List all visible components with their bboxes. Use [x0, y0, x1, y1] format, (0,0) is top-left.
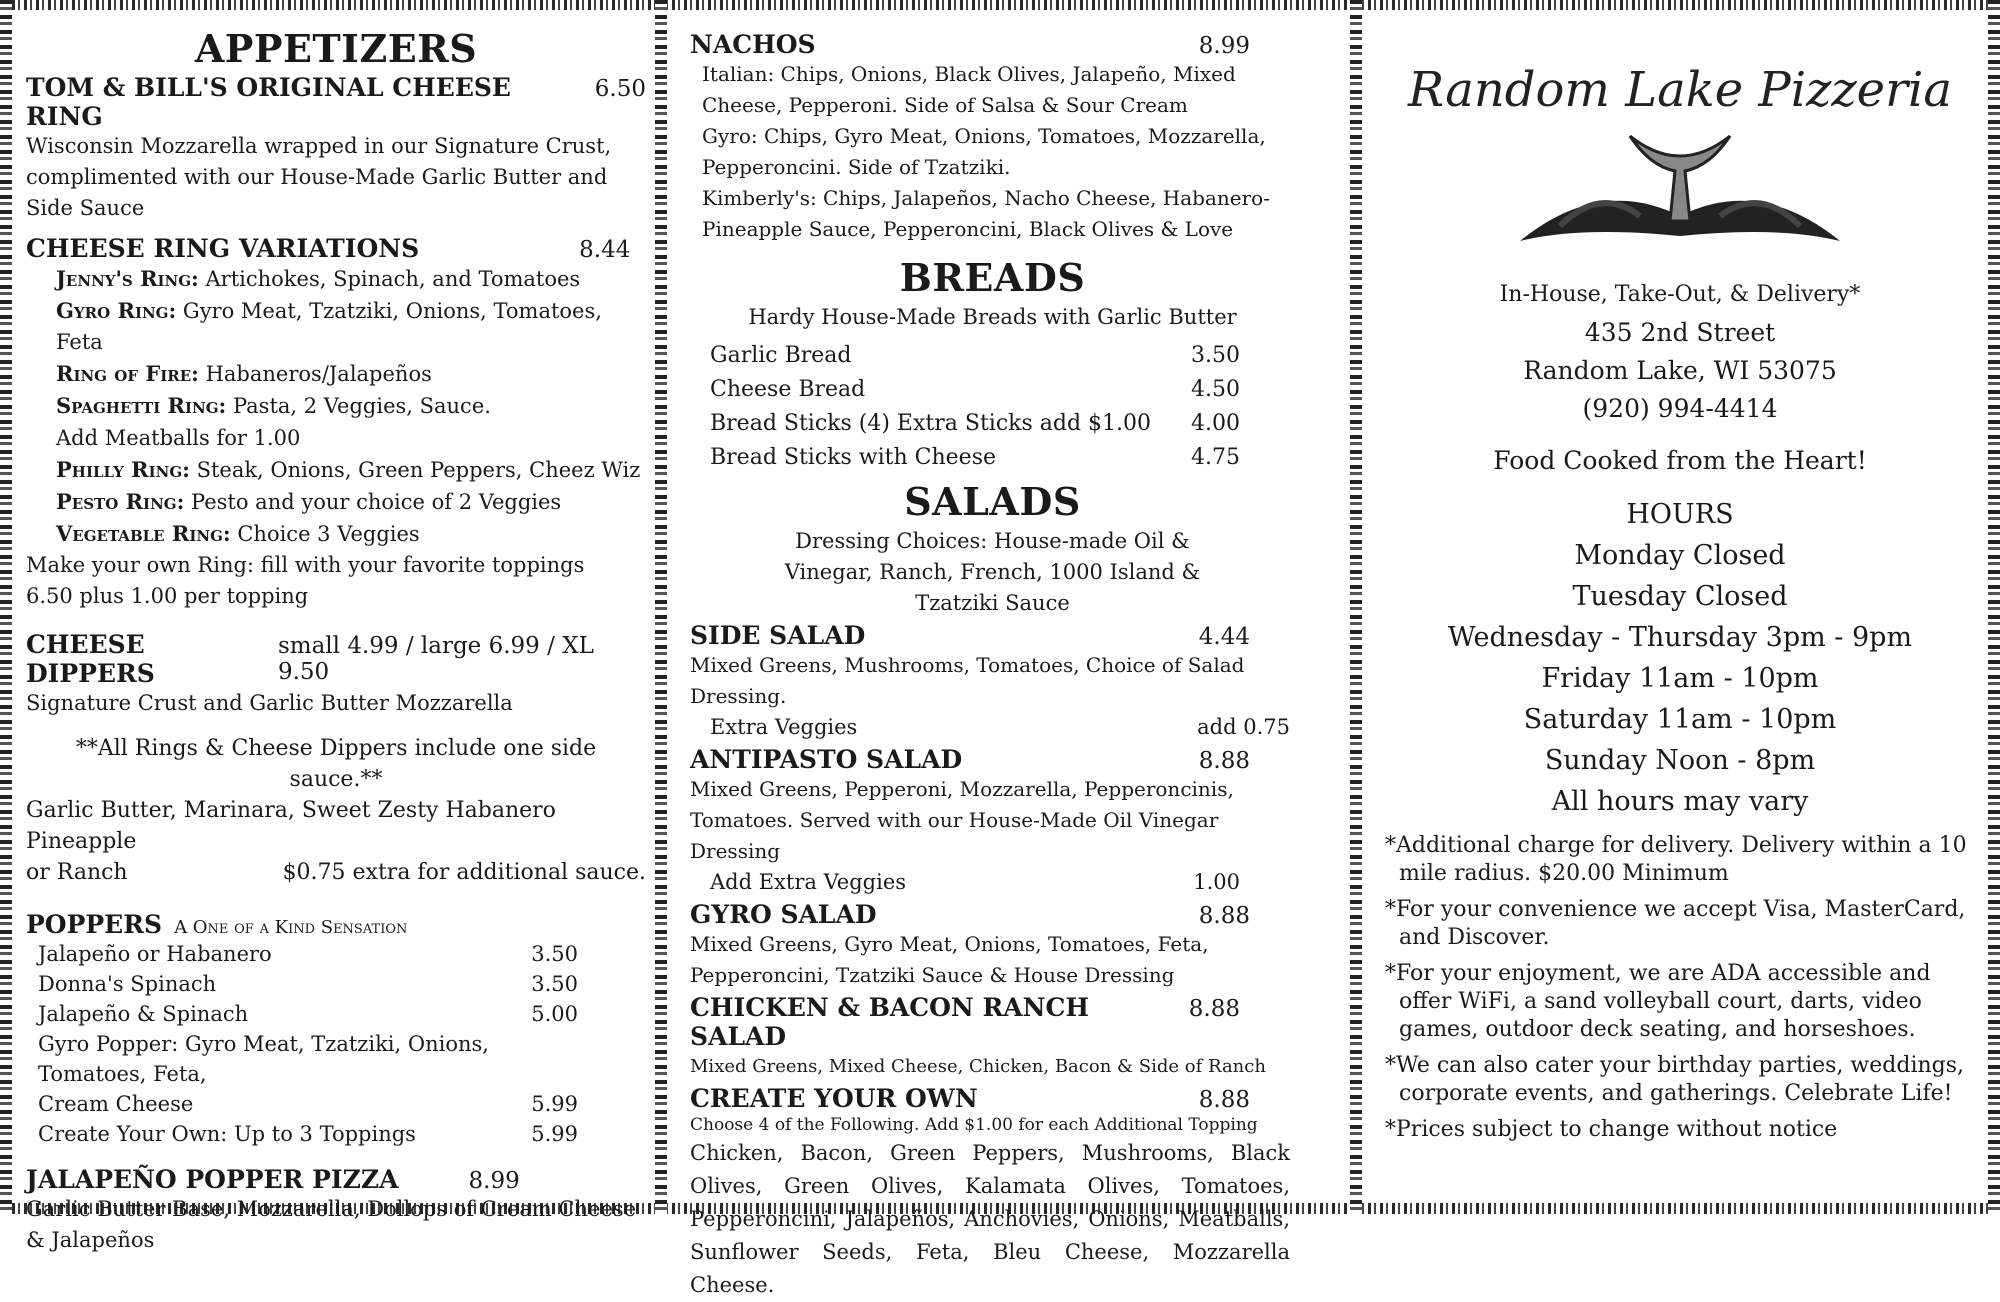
nachos-list	[690, 59, 1295, 245]
bread-name: Bread Sticks with Cheese	[710, 445, 996, 470]
hours-line: Sunday Noon - 8pm	[1544, 745, 1816, 776]
variation-item	[56, 390, 646, 422]
variation-desc: Steak, Onions, Green Peppers, Cheez Wiz	[196, 458, 641, 482]
popper-name: Jalapeño or Habanero	[38, 942, 272, 966]
variation-desc: Pasta, 2 Veggies, Sauce.	[232, 394, 491, 418]
nacho-item: Kimberly's: Chips, Jalapeños, Nacho Cheese, Habanero-Pineapple Sauce, Pepperoncini, Black Olives & Love	[702, 186, 1270, 241]
popper-name: Cream Cheese	[38, 1092, 194, 1116]
divider-1	[655, 0, 667, 1214]
bread-price: 4.00	[1191, 411, 1240, 436]
chicken-salad-heading: CHICKEN & BACON RANCH SALAD 8.88	[690, 993, 1240, 1051]
slogan: Food Cooked from the Heart!	[1493, 446, 1867, 475]
hours-list	[1385, 535, 1975, 822]
variation-name: Jenny's Ring:	[56, 266, 199, 291]
side-salad-extra: Extra Veggies add 0.75	[710, 715, 1290, 739]
antipasto-extra: Add Extra Veggies 1.00	[710, 870, 1240, 894]
side-salad-heading: SIDE SALAD 4.44	[690, 621, 1250, 650]
breads-subtitle: Hardy House-Made Breads with Garlic Butter	[748, 305, 1237, 329]
variation-name: Pesto Ring:	[56, 489, 185, 514]
popper-item	[38, 999, 578, 1029]
variation-desc: Artichokes, Spinach, and Tomatoes	[205, 267, 581, 291]
popper-price: 5.00	[531, 1002, 578, 1026]
side-salad-desc: Mixed Greens, Mushrooms, Tomatoes, Choice of Salad Dressing.	[690, 653, 1245, 708]
make-own-ring: Make your own Ring: fill with your favorite toppings	[26, 553, 585, 577]
bread-item	[710, 373, 1240, 407]
bread-item	[710, 441, 1240, 475]
variation-name: Philly Ring:	[56, 457, 190, 482]
phone: (920) 994-4414	[1582, 394, 1778, 423]
popper-price: 5.99	[531, 1092, 578, 1116]
nacho-item: Italian: Chips, Onions, Black Olives, Jalapeño, Mixed Cheese, Pepperoni. Side of Salsa & Sour Cream	[702, 62, 1236, 117]
appetizers-column	[26, 26, 646, 1256]
bread-price: 4.75	[1191, 445, 1240, 470]
nacho-item: Gyro: Chips, Gyro Meat, Onions, Tomatoes, Mozzarella, Pepperoncini. Side of Tzatziki.	[702, 124, 1266, 179]
breads-title: BREADS	[899, 255, 1086, 300]
hours-line: Friday 11am - 10pm	[1541, 663, 1819, 694]
create-salad-heading: CREATE YOUR OWN 8.88	[690, 1084, 1250, 1113]
hours-line: Monday Closed	[1574, 540, 1786, 571]
service: In-House, Take-Out, & Delivery*	[1499, 282, 1861, 307]
cheese-ring-desc: Wisconsin Mozzarella wrapped in our Signature Crust, complimented with our House-Made Garlic Butter and Side Sauce	[26, 134, 612, 220]
popper-item	[38, 1029, 578, 1089]
variation-name: Vegetable Ring:	[56, 521, 231, 546]
create-salad-desc: Choose 4 of the Following. Add $1.00 for each Additional Topping	[690, 1115, 1258, 1135]
hours-line: Saturday 11am - 10pm	[1523, 704, 1837, 735]
variation-desc: Add Meatballs for 1.00	[56, 426, 301, 450]
poppers-list	[26, 939, 578, 1149]
popper-price: 5.99	[531, 1122, 578, 1146]
popper-price: 3.50	[531, 972, 578, 996]
note-item: *We can also cater your birthday parties, weddings, corporate events, and gatherings. Celebrate Life!	[1385, 1053, 1965, 1106]
popper-name: Donna's Spinach	[38, 972, 217, 996]
variation-desc: Gyro Meat, Tzatziki, Onions, Tomatoes, Feta	[56, 299, 602, 354]
bread-price: 3.50	[1191, 343, 1240, 368]
sauces-extra: or Ranch $0.75 extra for additional sauce.	[26, 860, 646, 885]
variation-name: Spaghetti Ring:	[56, 393, 227, 418]
antipasto-desc: Mixed Greens, Pepperoni, Mozzarella, Pepperoncinis, Tomatoes. Served with our House-Made Oil Vinegar Dressing	[690, 777, 1234, 863]
chicken-salad-desc: Mixed Greens, Mixed Cheese, Chicken, Bacon & Side of Ranch	[690, 1056, 1266, 1077]
top-border	[0, 0, 2000, 10]
popper-pizza-heading: JALAPEÑO POPPER PIZZA 8.99	[26, 1165, 520, 1194]
right-border	[1988, 0, 2000, 1214]
gyro-salad-desc: Mixed Greens, Gyro Meat, Onions, Tomatoes, Feta, Pepperoncini, Tzatziki Sauce & House Dressing	[690, 932, 1209, 987]
left-border	[0, 0, 12, 1214]
popper-price: 3.50	[531, 942, 578, 966]
popper-name: Gyro Popper: Gyro Meat, Tzatziki, Onions, Tomatoes, Feta,	[38, 1032, 489, 1086]
variation-item	[56, 295, 646, 358]
dressing-choices: Dressing Choices: House-made Oil & Vinegar, Ranch, French, 1000 Island & Tzatziki Sauce	[784, 529, 1201, 615]
variation-item	[56, 486, 646, 518]
cheese-ring-heading: TOM & BILL'S ORIGINAL CHEESE RING 6.50	[26, 73, 646, 131]
street: 435 2nd Street	[1584, 318, 1776, 347]
variation-item	[56, 518, 646, 550]
sauce-note: **All Rings & Cheese Dippers include one side sauce.**	[75, 736, 597, 792]
variation-desc: Pesto and your choice of 2 Veggies	[191, 490, 562, 514]
variation-desc: Habaneros/Jalapeños	[205, 362, 432, 386]
info-column	[1385, 26, 1975, 1152]
nachos-heading: NACHOS 8.99	[690, 30, 1250, 59]
popper-item	[38, 969, 578, 999]
variations-heading: CHEESE RING VARIATIONS 8.44	[26, 234, 631, 263]
note-item: *Additional charge for delivery. Delivery within a 10 mile radius. $20.00 Minimum	[1385, 833, 1967, 886]
hours-line: Tuesday Closed	[1572, 581, 1788, 612]
bread-item	[710, 407, 1240, 441]
appetizers-title: APPETIZERS	[194, 26, 478, 71]
popper-item	[38, 1119, 578, 1149]
variation-item	[56, 263, 646, 295]
variations-list	[26, 263, 646, 550]
salads-list	[690, 621, 1290, 1302]
dippers-desc: Signature Crust and Garlic Butter Mozzarella	[26, 691, 513, 715]
popper-item	[38, 939, 578, 969]
gyro-salad-heading: GYRO SALAD 8.88	[690, 900, 1250, 929]
sauces: Garlic Butter, Marinara, Sweet Zesty Habanero Pineapple	[26, 798, 556, 854]
variation-desc: Choice 3 Veggies	[237, 522, 420, 546]
bread-name: Cheese Bread	[710, 377, 866, 402]
hours-title: HOURS	[1626, 499, 1734, 530]
antipasto-heading: ANTIPASTO SALAD 8.88	[690, 745, 1250, 774]
variation-item	[56, 358, 646, 390]
bread-price: 4.50	[1191, 377, 1240, 402]
variation-name: Gyro Ring:	[56, 298, 177, 323]
logo	[1400, 26, 1960, 276]
poppers-heading: POPPERS A One of a Kind Sensation	[26, 910, 408, 939]
breads-list	[690, 339, 1240, 475]
bread-item	[710, 339, 1240, 373]
salads-title: SALADS	[904, 479, 1081, 524]
dippers-heading: CHEESE DIPPERS small 4.99 / large 6.99 / XL 9.50	[26, 630, 594, 688]
nachos-breads-salads-column	[690, 30, 1295, 1302]
note-item: *Prices subject to change without notice	[1385, 1117, 1838, 1142]
city: Random Lake, WI 53075	[1523, 356, 1837, 385]
logo-text: Random Lake Pizzeria	[1408, 62, 1952, 118]
bread-name: Garlic Bread	[710, 343, 852, 368]
hours-line: All hours may vary	[1551, 786, 1809, 817]
bread-name: Bread Sticks (4) Extra Sticks add $1.00	[710, 411, 1152, 436]
hours-line: Wednesday - Thursday 3pm - 9pm	[1447, 622, 1913, 653]
note-item: *For your enjoyment, we are ADA accessible and offer WiFi, a sand volleyball court, darts, video games, outdoor deck seating, and horseshoes.	[1385, 961, 1931, 1042]
popper-name: Jalapeño & Spinach	[38, 1002, 249, 1026]
make-own-price: 6.50 plus 1.00 per topping	[26, 584, 309, 608]
popper-name: Create Your Own: Up to 3 Toppings	[38, 1122, 416, 1146]
popper-pizza-desc: Garlic Butter Base, Mozzarella, Dollops of Cream Cheese & Jalapeños	[26, 1197, 637, 1252]
divider-2	[1350, 0, 1362, 1214]
note-item: *For your convenience we accept Visa, MasterCard, and Discover.	[1385, 897, 1966, 950]
variation-item	[56, 422, 646, 454]
create-salad-toppings: Chicken, Bacon, Green Peppers, Mushrooms, Black Olives, Green Olives, Kalamata Olives, Tomatoes, Pepperoncini, Jalapeños, Anchovies, Onions, Meatballs, Sunflower Seeds, Feta, Bleu Cheese, Mozzarella Cheese.	[690, 1141, 1290, 1297]
variation-name: Ring of Fire:	[56, 361, 199, 386]
notes-list	[1385, 832, 1975, 1144]
variation-item	[56, 454, 646, 486]
popper-item	[38, 1089, 578, 1119]
